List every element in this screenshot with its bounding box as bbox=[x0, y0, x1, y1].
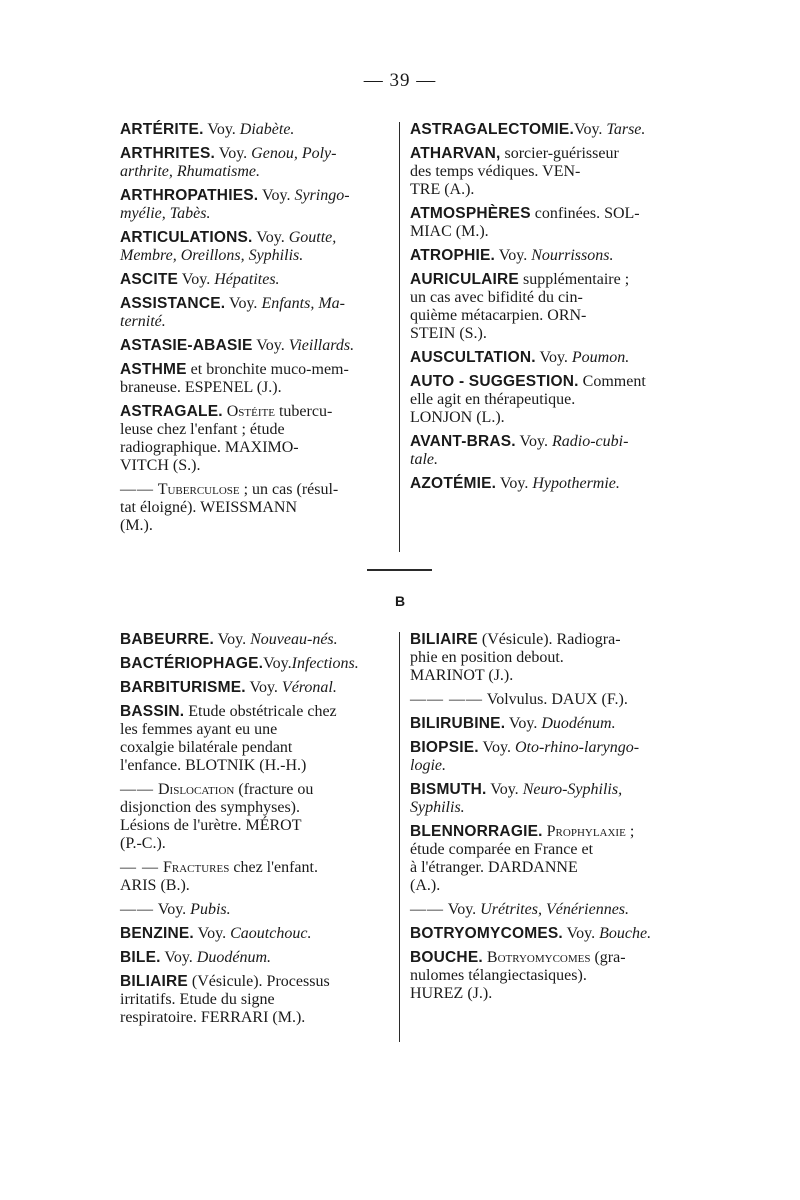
entry-text: (M.). bbox=[120, 517, 153, 534]
entry-text: MIAC (M.). bbox=[410, 223, 489, 240]
entry-text: elle agit en thérapeutique. bbox=[410, 391, 576, 408]
entry-first-line bbox=[120, 924, 390, 943]
entry-continuation-line bbox=[120, 457, 390, 475]
entry-continuation-line bbox=[410, 223, 685, 241]
entry-first-line bbox=[120, 228, 390, 247]
entry-first-line bbox=[120, 270, 390, 289]
entry-text: irritatifs. Etude du signe bbox=[120, 991, 275, 1008]
entry-headword: ASTASIE-ABASIE bbox=[120, 337, 253, 354]
ditto-dash: —— —— bbox=[410, 691, 483, 708]
index-entry bbox=[410, 432, 685, 469]
entry-first-line bbox=[120, 678, 390, 697]
entry-text: un cas avec bifidité du cin- bbox=[410, 289, 583, 306]
entry-first-line bbox=[410, 690, 685, 709]
entry-continuation-line bbox=[120, 817, 390, 835]
entry-continuation-line bbox=[410, 649, 685, 667]
entry-text: Lésions de l'urètre. MÉROT bbox=[120, 817, 302, 834]
entry-text: quième métacarpien. ORN- bbox=[410, 307, 587, 324]
index-entry bbox=[120, 972, 390, 1027]
entry-headword: AUSCULTATION. bbox=[410, 349, 536, 366]
index-entry bbox=[120, 480, 390, 535]
entry-text: Goutte, bbox=[288, 229, 337, 246]
entry-headword: BOUCHE. bbox=[410, 949, 483, 966]
entry-headword: BOTRYOMYCOMES. bbox=[410, 925, 563, 942]
index-entry bbox=[120, 336, 390, 355]
index-entry bbox=[410, 738, 685, 775]
entry-first-line bbox=[120, 972, 390, 991]
entry-continuation-line bbox=[120, 205, 390, 223]
entry-headword: BIOPSIE. bbox=[410, 739, 479, 756]
entry-text: Bouche. bbox=[599, 925, 652, 942]
entry-continuation-line bbox=[410, 859, 685, 877]
index-entry bbox=[410, 348, 685, 367]
index-entry bbox=[120, 630, 390, 649]
entry-text: Voy. bbox=[225, 295, 262, 312]
entry-headword: ASTRAGALECTOMIE. bbox=[410, 121, 574, 138]
entry-first-line bbox=[120, 402, 390, 421]
entry-first-line bbox=[410, 270, 685, 289]
entry-text: Voy. bbox=[496, 475, 533, 492]
entry-text: Tarse. bbox=[606, 121, 646, 138]
entry-headword: ASCITE bbox=[120, 271, 179, 288]
entry-headword: BILE. bbox=[120, 949, 161, 966]
entry-text: ternité. bbox=[120, 313, 166, 330]
index-entry bbox=[120, 678, 390, 697]
entry-headword: ATMOSPHÈRES bbox=[410, 205, 531, 222]
entry-first-line bbox=[410, 204, 685, 223]
section-divider bbox=[367, 569, 432, 571]
entry-text: Fractures bbox=[159, 859, 230, 876]
entry-text: Voy. bbox=[215, 145, 252, 162]
entry-text: Hépatites. bbox=[214, 271, 280, 288]
entry-text: Voy. bbox=[245, 679, 282, 696]
entry-text: Voy. bbox=[193, 925, 231, 942]
entry-continuation-line bbox=[410, 289, 685, 307]
entry-text: STEIN (S.). bbox=[410, 325, 487, 342]
entry-text: Caoutchouc. bbox=[230, 925, 312, 942]
entry-first-line bbox=[120, 858, 390, 877]
entry-headword: BISMUTH. bbox=[410, 781, 487, 798]
entry-text: Diabète. bbox=[239, 121, 295, 138]
entry-text: MARINOT (J.). bbox=[410, 667, 514, 684]
entry-text: Duodénum. bbox=[541, 715, 616, 732]
entry-text: Hypothermie. bbox=[532, 475, 620, 492]
entry-continuation-line bbox=[120, 877, 390, 895]
entry-headword: ARTHRITES. bbox=[120, 145, 215, 162]
entry-text: supplémentaire ; bbox=[518, 271, 630, 288]
entry-continuation-line bbox=[120, 379, 390, 397]
entry-continuation-line bbox=[120, 739, 390, 757]
index-entry bbox=[120, 948, 390, 967]
entry-first-line bbox=[120, 480, 390, 499]
ditto-dash: —— bbox=[120, 781, 154, 798]
entry-text: Voy. bbox=[252, 229, 289, 246]
entry-text: chez l'enfant. bbox=[229, 859, 318, 876]
entry-continuation-line bbox=[410, 667, 685, 685]
entry-text: Duodénum. bbox=[196, 949, 272, 966]
entry-headword: ARTÉRITE. bbox=[120, 121, 204, 138]
entry-text: l'enfance. BLOTNIK (H.-H.) bbox=[120, 757, 307, 774]
index-entry bbox=[410, 144, 685, 199]
entry-first-line bbox=[410, 948, 685, 967]
entry-headword: ARTICULATIONS. bbox=[120, 229, 253, 246]
entry-text: tat éloigné). WEISSMANN bbox=[120, 499, 298, 516]
entry-continuation-line bbox=[410, 757, 685, 775]
entry-text: Voy. bbox=[478, 739, 515, 756]
entry-text: radiographique. MAXIMO- bbox=[120, 439, 299, 456]
section-letter: B bbox=[394, 593, 406, 609]
index-entry bbox=[120, 402, 390, 475]
entry-text: Comment bbox=[578, 373, 646, 390]
entry-first-line bbox=[410, 900, 685, 919]
entry-text: Membre, Oreillons, Syphilis. bbox=[120, 247, 304, 264]
entry-text: Poumon. bbox=[571, 349, 630, 366]
index-entry bbox=[120, 780, 390, 853]
entry-text: Voy. bbox=[562, 925, 600, 942]
index-entry bbox=[120, 186, 390, 223]
entry-text: TRE (A.). bbox=[410, 181, 475, 198]
column-divider-top bbox=[399, 122, 400, 552]
entry-headword: AVANT-BRAS. bbox=[410, 433, 516, 450]
entry-text: sorcier-guérisseur bbox=[500, 145, 619, 162]
entry-text: Botryomycomes bbox=[482, 949, 591, 966]
entry-continuation-line bbox=[410, 163, 685, 181]
entry-continuation-line bbox=[120, 835, 390, 853]
entry-headword: ASSISTANCE. bbox=[120, 295, 226, 312]
entry-headword: AZOTÉMIE. bbox=[410, 475, 497, 492]
entry-continuation-line bbox=[120, 499, 390, 517]
entry-text: ; bbox=[625, 823, 635, 840]
entry-text: Nouveau-nés. bbox=[250, 631, 338, 648]
entry-text: Neuro-Syphilis, bbox=[522, 781, 623, 798]
entry-text: Enfants, Ma- bbox=[261, 295, 345, 312]
entry-first-line bbox=[120, 702, 390, 721]
ditto-dash: —— bbox=[410, 901, 444, 918]
entry-headword: ARTHROPATHIES. bbox=[120, 187, 259, 204]
entry-first-line bbox=[120, 144, 390, 163]
entry-text: Voy. bbox=[160, 949, 197, 966]
entry-text: les femmes ayant eu une bbox=[120, 721, 278, 738]
entry-first-line bbox=[120, 900, 390, 919]
index-entry bbox=[120, 144, 390, 181]
entry-text: Vieillards. bbox=[288, 337, 355, 354]
index-entry bbox=[120, 270, 390, 289]
entry-continuation-line bbox=[120, 517, 390, 535]
index-entry bbox=[120, 702, 390, 775]
index-entry bbox=[120, 900, 390, 919]
entry-first-line bbox=[410, 738, 685, 757]
entry-text: VITCH (S.). bbox=[120, 457, 201, 474]
entry-headword: BENZINE. bbox=[120, 925, 194, 942]
entry-first-line bbox=[410, 372, 685, 391]
entry-headword: ATHARVAN, bbox=[410, 145, 501, 162]
entry-first-line bbox=[120, 294, 390, 313]
index-entry bbox=[410, 948, 685, 1003]
entry-headword: BILIAIRE bbox=[120, 973, 188, 990]
entry-text: Voy. bbox=[154, 901, 191, 918]
index-entry bbox=[410, 822, 685, 895]
entry-text: phie en position debout. bbox=[410, 649, 564, 666]
entry-text: Voy. bbox=[486, 781, 523, 798]
entry-continuation-line bbox=[410, 799, 685, 817]
entry-first-line bbox=[410, 348, 685, 367]
entry-continuation-line bbox=[120, 721, 390, 739]
entry-text: Syphilis. bbox=[410, 799, 465, 816]
entry-text: et bronchite muco-mem- bbox=[186, 361, 349, 378]
index-entry bbox=[120, 360, 390, 397]
entry-first-line bbox=[410, 474, 685, 493]
entry-first-line bbox=[410, 714, 685, 733]
entry-continuation-line bbox=[120, 991, 390, 1009]
index-entry bbox=[120, 654, 390, 673]
entry-headword: BASSIN. bbox=[120, 703, 185, 720]
entry-text: ARIS (B.). bbox=[120, 877, 190, 894]
entry-text: Voy. bbox=[573, 121, 607, 138]
entry-text: respiratoire. FERRARI (M.). bbox=[120, 1009, 306, 1026]
entry-continuation-line bbox=[410, 451, 685, 469]
page-number: — 39 — bbox=[363, 70, 437, 91]
entry-text: des temps védiques. VEN- bbox=[410, 163, 581, 180]
entry-continuation-line bbox=[410, 409, 685, 427]
index-column-bottom-right bbox=[410, 630, 685, 1008]
entry-text: Voy. bbox=[178, 271, 215, 288]
entry-continuation-line bbox=[120, 313, 390, 331]
entry-text: Dislocation bbox=[154, 781, 235, 798]
entry-text: Voy. bbox=[263, 655, 292, 672]
entry-text: coxalgie bilatérale pendant bbox=[120, 739, 293, 756]
entry-text: étude comparée en France et bbox=[410, 841, 594, 858]
entry-text: Urétrites, Vénériennes. bbox=[480, 901, 630, 918]
index-entry bbox=[120, 924, 390, 943]
entry-text: Voy. bbox=[495, 247, 532, 264]
entry-headword: ASTRAGALE. bbox=[120, 403, 223, 420]
entry-first-line bbox=[120, 780, 390, 799]
index-entry bbox=[410, 714, 685, 733]
entry-headword: BILIRUBINE. bbox=[410, 715, 506, 732]
entry-text: arthrite, Rhumatisme. bbox=[120, 163, 260, 180]
entry-continuation-line bbox=[120, 421, 390, 439]
index-entry bbox=[410, 120, 685, 139]
entry-headword: AURICULAIRE bbox=[410, 271, 519, 288]
entry-text: confinées. SOL- bbox=[530, 205, 640, 222]
entry-text: Pubis. bbox=[190, 901, 231, 918]
entry-first-line bbox=[410, 924, 685, 943]
entry-continuation-line bbox=[410, 325, 685, 343]
entry-text: (A.). bbox=[410, 877, 441, 894]
entry-continuation-line bbox=[120, 247, 390, 265]
index-entry bbox=[410, 780, 685, 817]
ditto-dash: —— bbox=[120, 481, 154, 498]
entry-first-line bbox=[410, 630, 685, 649]
entry-continuation-line bbox=[410, 391, 685, 409]
entry-text: (P.-C.). bbox=[120, 835, 166, 852]
entry-continuation-line bbox=[120, 163, 390, 181]
entry-text: (Vésicule). Processus bbox=[187, 973, 330, 990]
entry-first-line bbox=[120, 186, 390, 205]
entry-text: LONJON (L.). bbox=[410, 409, 505, 426]
entry-text: (Vésicule). Radiogra- bbox=[477, 631, 621, 648]
entry-first-line bbox=[120, 360, 390, 379]
entry-continuation-line bbox=[410, 307, 685, 325]
index-column-bottom-left bbox=[120, 630, 390, 1032]
entry-first-line bbox=[120, 120, 390, 139]
index-entry bbox=[410, 924, 685, 943]
entry-continuation-line bbox=[120, 757, 390, 775]
entry-continuation-line bbox=[120, 1009, 390, 1027]
entry-continuation-line bbox=[410, 985, 685, 1003]
entry-continuation-line bbox=[120, 799, 390, 817]
entry-text: leuse chez l'enfant ; étude bbox=[120, 421, 285, 438]
entry-first-line bbox=[410, 144, 685, 163]
index-entry bbox=[410, 204, 685, 241]
entry-first-line bbox=[410, 822, 685, 841]
entry-continuation-line bbox=[410, 841, 685, 859]
column-divider-bottom bbox=[399, 632, 400, 1042]
index-entry bbox=[120, 294, 390, 331]
index-column-top-right bbox=[410, 120, 685, 498]
entry-first-line bbox=[120, 336, 390, 355]
entry-text: Prophylaxie bbox=[542, 823, 626, 840]
index-entry bbox=[120, 120, 390, 139]
entry-text: Voy. bbox=[203, 121, 240, 138]
index-column-top-left bbox=[120, 120, 390, 540]
index-entry bbox=[410, 630, 685, 685]
entry-text: tubercu- bbox=[274, 403, 333, 420]
entry-headword: AUTO - SUGGESTION. bbox=[410, 373, 579, 390]
entry-text: Voy. bbox=[444, 901, 481, 918]
entry-headword: BILIAIRE bbox=[410, 631, 478, 648]
index-entry bbox=[410, 690, 685, 709]
index-entry bbox=[410, 372, 685, 427]
entry-text: Voy. bbox=[252, 337, 289, 354]
entry-text: Etude obstétricale chez bbox=[184, 703, 337, 720]
entry-text: braneuse. ESPENEL (J.). bbox=[120, 379, 282, 396]
index-entry bbox=[410, 900, 685, 919]
entry-first-line bbox=[120, 630, 390, 649]
entry-text: Voy. bbox=[535, 349, 572, 366]
entry-text: (fracture ou bbox=[234, 781, 314, 798]
ditto-dash: — — bbox=[120, 859, 159, 876]
index-entry bbox=[410, 474, 685, 493]
entry-text: ; un cas (résul- bbox=[239, 481, 339, 498]
entry-text: Voy. bbox=[515, 433, 552, 450]
entry-text: tale. bbox=[410, 451, 438, 468]
entry-text: Oto-rhino-laryngo- bbox=[514, 739, 640, 756]
entry-continuation-line bbox=[410, 181, 685, 199]
entry-headword: BABEURRE. bbox=[120, 631, 214, 648]
entry-text: Voy. bbox=[213, 631, 251, 648]
entry-text: Nourrissons. bbox=[531, 247, 614, 264]
entry-first-line bbox=[410, 120, 685, 139]
entry-text: Voy. bbox=[258, 187, 295, 204]
entry-first-line bbox=[410, 246, 685, 265]
index-entry bbox=[410, 270, 685, 343]
index-entry bbox=[120, 228, 390, 265]
entry-headword: BARBITURISME. bbox=[120, 679, 246, 696]
entry-first-line bbox=[120, 948, 390, 967]
entry-first-line bbox=[120, 654, 390, 673]
entry-text: Syringo- bbox=[294, 187, 350, 204]
index-entry bbox=[410, 246, 685, 265]
entry-headword: ATROPHIE. bbox=[410, 247, 496, 264]
ditto-dash: —— bbox=[120, 901, 154, 918]
entry-headword: BACTÉRIOPHAGE. bbox=[120, 655, 264, 672]
entry-text: Genou, Poly- bbox=[251, 145, 337, 162]
entry-text: logie. bbox=[410, 757, 446, 774]
entry-text: disjonction des symphyses). bbox=[120, 799, 300, 816]
entry-headword: ASTHME bbox=[120, 361, 187, 378]
entry-text: Tuberculose bbox=[154, 481, 240, 498]
entry-continuation-line bbox=[120, 439, 390, 457]
entry-text: Volvulus. DAUX (F.). bbox=[483, 691, 628, 708]
entry-text: (gra- bbox=[590, 949, 626, 966]
entry-first-line bbox=[410, 780, 685, 799]
entry-text: Véronal. bbox=[281, 679, 337, 696]
entry-text: Infections. bbox=[291, 655, 359, 672]
entry-headword: BLENNORRAGIE. bbox=[410, 823, 543, 840]
index-entry bbox=[120, 858, 390, 895]
entry-text: à l'étranger. DARDANNE bbox=[410, 859, 578, 876]
entry-text: nulomes télangiectasiques). bbox=[410, 967, 587, 984]
entry-continuation-line bbox=[410, 877, 685, 895]
entry-first-line bbox=[410, 432, 685, 451]
entry-text: Ostéite bbox=[222, 403, 275, 420]
entry-text: HUREZ (J.). bbox=[410, 985, 493, 1002]
entry-text: Radio-cubi- bbox=[552, 433, 629, 450]
entry-text: Voy. bbox=[505, 715, 542, 732]
entry-text: myélie, Tabès. bbox=[120, 205, 211, 222]
entry-continuation-line bbox=[410, 967, 685, 985]
